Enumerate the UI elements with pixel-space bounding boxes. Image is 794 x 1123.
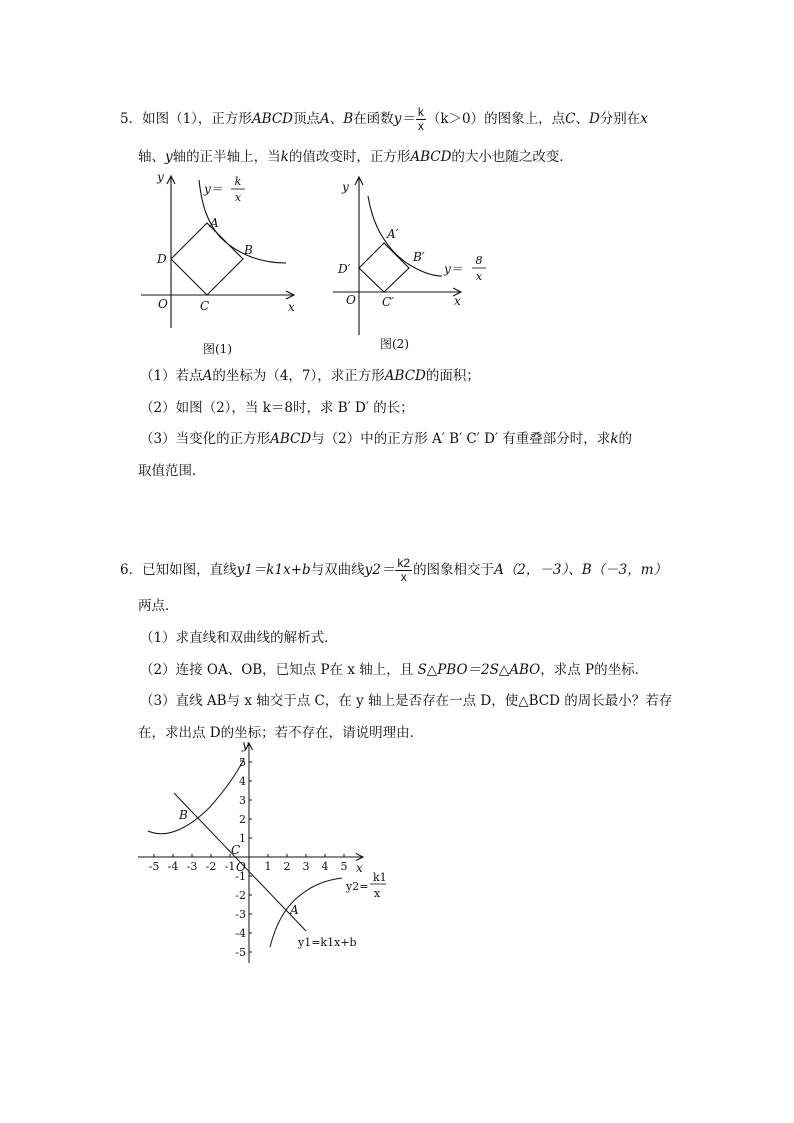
problem5-q3 <box>140 427 632 447</box>
text: S△PBO＝2S△ABO <box>417 662 541 678</box>
text: 取值范围． <box>138 463 206 479</box>
text: 、 <box>575 111 589 127</box>
text: 两点． <box>138 598 179 614</box>
y-tick-label-1: 4 <box>239 775 246 788</box>
x-tick-label-9: 5 <box>340 860 348 873</box>
text: y <box>165 149 173 165</box>
fig1-label-A: A <box>210 216 219 230</box>
fig3-label-O: O <box>236 860 246 874</box>
text: k <box>417 105 424 119</box>
fig3-curve-label-left: y2= <box>346 880 369 893</box>
text: D <box>588 111 600 127</box>
text: 的图象上，点 <box>484 111 566 127</box>
problem5-q2 <box>140 396 414 416</box>
text: A <box>202 368 213 384</box>
text: 、 <box>329 111 344 127</box>
text: ABCD <box>251 111 294 127</box>
text: A <box>320 111 330 127</box>
y-tick-label-4: 1 <box>239 832 246 845</box>
text: 的图象相交于 <box>413 562 495 578</box>
problem6-q1 <box>140 626 338 646</box>
fig3-label-C: C <box>231 843 241 857</box>
text: （k＞0） <box>426 111 485 127</box>
text: （1）求直线和双曲线的解析式． <box>140 630 338 646</box>
problem5-line2 <box>138 145 573 165</box>
x-tick-label-3: -2 <box>205 860 217 873</box>
text: x <box>417 119 424 133</box>
text: 顶点 <box>293 111 321 127</box>
problem5-line1 <box>120 106 648 133</box>
text: y＝ <box>393 111 415 127</box>
fig1-label-C: C <box>200 299 210 313</box>
k-over-x-fraction <box>416 106 426 133</box>
text: ，求点 P的坐标． <box>540 662 649 678</box>
problem5-q1 <box>140 364 480 384</box>
text: 已知如图，直线 <box>142 562 237 578</box>
text: （2）如图（2），当 k＝8时，求 B′ D′ 的长； <box>140 400 414 416</box>
text: 与双曲线 <box>310 562 365 578</box>
fig2-square <box>359 243 409 292</box>
x-tick-label-6: 2 <box>283 860 291 873</box>
text: （1）若点 <box>140 368 203 384</box>
x-tick-label-1: -4 <box>167 860 179 873</box>
fig1-eq-num: k <box>234 175 242 188</box>
fig3-label-y: y <box>242 738 249 752</box>
x-tick-label-5: 1 <box>264 860 272 873</box>
problem6-q2 <box>140 658 648 678</box>
fig3-line-label: y1=k1x+b <box>298 936 357 949</box>
x-tick-label-4: -1 <box>224 860 236 873</box>
fig3-curve-label-den: x <box>374 887 381 900</box>
x-tick-label-7: 3 <box>302 860 310 873</box>
y-tick-label-5: -1 <box>235 870 246 883</box>
text: 的坐标为（4，7），求正方形 <box>212 368 385 384</box>
text: A（2，－3）、B（－3，m） <box>494 562 668 578</box>
fig3-curve-branch-left <box>148 759 244 834</box>
fig2-label-C: C′ <box>382 295 394 309</box>
text: （2）连接 OA、OB，已知点 P在 x 轴上，且 <box>140 662 418 678</box>
fig1-label-O: O <box>158 297 168 311</box>
fig3-curve-label-num: k1 <box>373 871 387 884</box>
fig3-label-B: B <box>179 808 188 822</box>
text: 的 <box>618 431 632 447</box>
problem6-line2 <box>138 594 179 614</box>
problem6-q3 <box>140 689 672 709</box>
fig1-label-D: D <box>157 252 167 266</box>
text: 分别在 <box>599 111 641 127</box>
text: ABCD <box>270 431 312 447</box>
text: x <box>400 570 407 584</box>
fig2-label-y: y <box>342 180 349 194</box>
problem6-number: 6． <box>120 562 143 578</box>
text: k2 <box>397 556 411 570</box>
y-tick-label-3: 2 <box>239 813 246 826</box>
y-tick-label-8: -4 <box>235 927 246 940</box>
figure-1 <box>138 165 308 360</box>
y-tick-label-6: -2 <box>235 889 246 902</box>
text: C <box>565 111 576 127</box>
y-tick-label-7: -3 <box>235 908 246 921</box>
text: y2＝ <box>364 562 395 578</box>
text: y1＝k1x+b <box>236 562 311 578</box>
text: ABCD <box>410 149 452 165</box>
figure-2 <box>330 170 495 360</box>
fig1-eq-left: y＝ <box>204 182 223 196</box>
problem5-q3-cont <box>138 459 206 479</box>
text: 在函数 <box>353 111 394 127</box>
fig2-label-B: B′ <box>413 250 425 264</box>
text: B <box>343 111 354 127</box>
text: x <box>640 111 648 127</box>
problem6-line1 <box>120 557 667 584</box>
k2-over-x-fraction <box>395 557 412 584</box>
fig1-caption: 图(1) <box>203 342 232 356</box>
fig1-square <box>171 223 243 295</box>
fig3-label-A: A <box>290 903 299 917</box>
y-tick-label-0: 5 <box>239 756 246 769</box>
problem5-number: 5． <box>120 111 143 127</box>
fig2-label-A: A′ <box>387 227 399 241</box>
fig2-label-O: O <box>346 293 356 307</box>
x-tick-label-0: -5 <box>148 860 160 873</box>
text: （3）直线 AB与 x 轴交于点 C，在 y 轴上是否存在一点 D，使△BCD 的周长最小？若存 <box>140 693 673 709</box>
text: 的面积； <box>425 368 480 384</box>
fig2-eq-left: y＝ <box>444 262 463 276</box>
figure-3 <box>130 735 400 970</box>
fig2-label-x: x <box>454 294 461 308</box>
text: 的大小也随之改变． <box>451 149 573 165</box>
fig2-caption: 图(2) <box>380 337 409 351</box>
fig2-eq-den: x <box>475 270 483 283</box>
text: 与（2）中的正方形 A′ B′ C′ D′ 有重叠部分时，求 <box>311 431 611 447</box>
y-tick-label-2: 3 <box>239 794 246 807</box>
x-tick-label-2: -3 <box>186 860 198 873</box>
fig3-label-x: x <box>356 861 363 875</box>
y-tick-label-9: -5 <box>235 946 246 959</box>
fig1-eq-den: x <box>234 191 242 204</box>
text: k <box>610 431 619 447</box>
text: 轴的正半轴上，当 <box>172 149 281 165</box>
fig1-label-y: y <box>157 170 164 184</box>
text: 如图（1），正方形 <box>142 111 252 127</box>
fig1-label-x: x <box>288 300 295 314</box>
text: 轴、 <box>138 149 165 165</box>
fig2-label-D: D′ <box>338 262 351 276</box>
fig1-label-B: B <box>244 243 253 257</box>
text: 的值改变时，正方形 <box>288 149 411 165</box>
fig2-eq-num: 8 <box>475 254 483 267</box>
text: k <box>280 149 289 165</box>
text: 在，求出点 D的坐标；若不存在，请说明理由． <box>138 725 424 741</box>
text: ABCD <box>384 368 426 384</box>
text: （3）当变化的正方形 <box>140 431 271 447</box>
x-tick-label-8: 4 <box>321 860 329 873</box>
